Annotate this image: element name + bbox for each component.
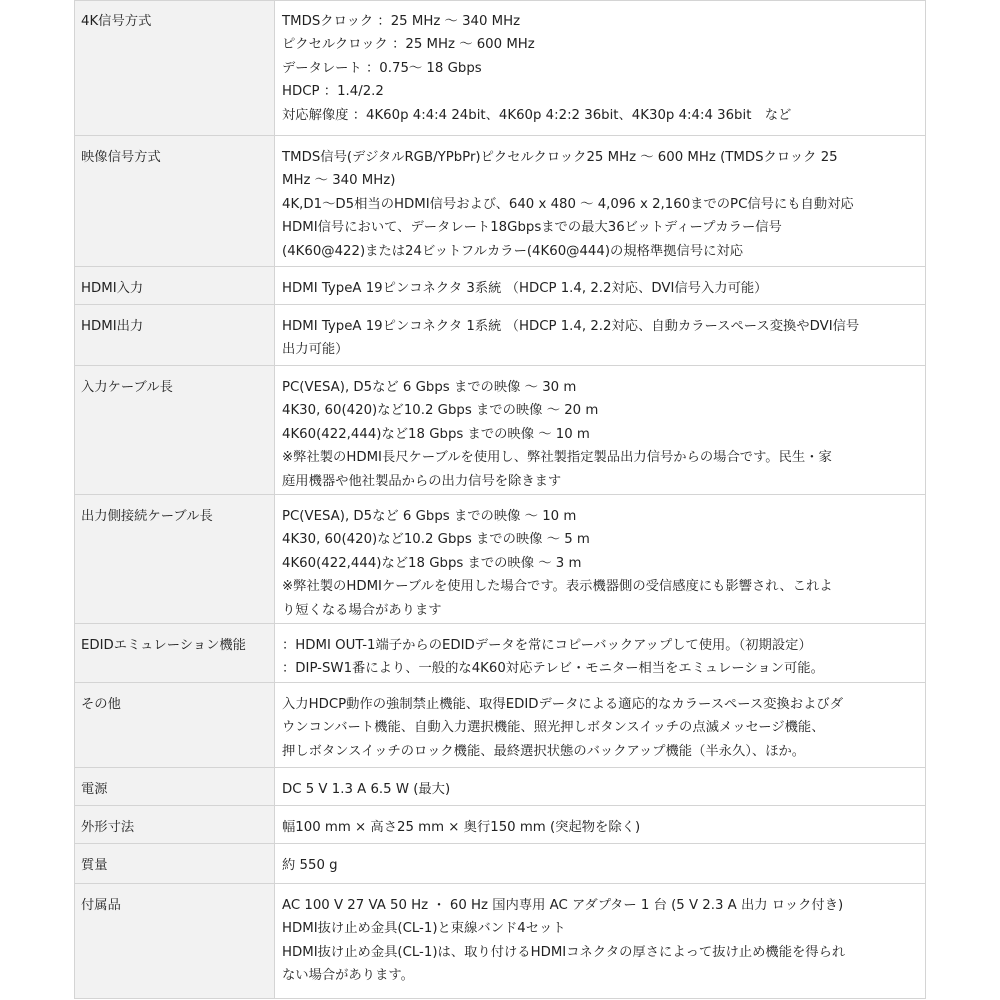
spec-row-edid-emulation (75, 624, 926, 683)
spec-line: (4K60@422)または24ビットフルカラー(4K60@444)の規格準拠信号に対応 (282, 243, 743, 259)
spec-value (275, 136, 926, 267)
spec-line: ※弊社製のHDMIケーブルを使用した場合です。表示機器側の受信感度にも影響され、これよ (282, 579, 833, 595)
spec-line: ない場合があります。 (282, 968, 414, 984)
spec-row-input-cable-length (75, 366, 926, 495)
spec-value (275, 495, 926, 624)
spec-value (275, 844, 926, 884)
spec-line: ：DIP-SW1番により、一般的な4K60対応テレビ・モニター相当をエミュレーション可能。 (282, 661, 824, 677)
spec-line: ※弊社製のHDMI長尺ケーブルを使用し、弊社製指定製品出力信号からの場合です。民生・家 (282, 450, 832, 466)
spec-label: 4K信号方式 (75, 1, 275, 136)
spec-row-other (75, 683, 926, 768)
spec-line: PC(VESA), D5など 6 Gbps までの映像 ～ 30 m (282, 380, 577, 395)
spec-line: 4K60(422,444)など18 Gbps までの映像 ～ 3 m (282, 555, 582, 571)
spec-line: HDMI TypeA 19ピンコネクタ 1系統 （HDCP 1.4, 2.2対応、自動カラースペース変換やDVI信号 (282, 319, 860, 334)
spec-value (275, 768, 926, 806)
spec-line: PC(VESA), D5など 6 Gbps までの映像 ～ 10 m (282, 509, 577, 524)
spec-row-dimensions (75, 806, 926, 844)
spec-value (275, 366, 926, 495)
spec-line: 約 550 g (282, 858, 338, 873)
spec-label: 付属品 (75, 884, 275, 999)
spec-value (275, 683, 926, 768)
spec-line: 4K30, 60(420)など10.2 Gbps までの映像 ～ 20 m (282, 403, 599, 419)
spec-line: 幅100 mm × 高さ25 mm × 奥行150 mm (突起物を除く) (282, 820, 641, 835)
spec-value (275, 624, 926, 683)
spec-label: HDMI入力 (75, 267, 275, 305)
spec-row-accessories (75, 884, 926, 999)
spec-line: 入力HDCP動作の強制禁止機能、取得EDIDデータによる適応的なカラースペース変換およびダ (282, 697, 843, 712)
spec-line: データレート ：0.75～ 18 Gbps (282, 60, 482, 76)
spec-label: 出力側接続ケーブル長 (75, 495, 275, 624)
spec-label: 質量 (75, 844, 275, 884)
spec-line: AC 100 V 27 VA 50 Hz ・ 60 Hz 国内専用 AC アダプター 1 台 (5 V 2.3 A 出力 ロック付き) (282, 898, 844, 913)
spec-row-weight (75, 844, 926, 884)
spec-line: 4K30, 60(420)など10.2 Gbps までの映像 ～ 5 m (282, 532, 590, 548)
spec-label: 電源 (75, 768, 275, 806)
spec-row-video-signal (75, 136, 926, 267)
spec-line: HDCP ：1.4/2.2 (282, 84, 384, 100)
spec-label: 外形寸法 (75, 806, 275, 844)
spec-table (74, 0, 926, 999)
spec-line: MHz ～ 340 MHz) (282, 173, 396, 189)
spec-row-output-cable-length (75, 495, 926, 624)
spec-line: TMDS信号(デジタルRGB/YPbPr)ピクセルクロック25 MHz ～ 600 MHz (TMDSクロック 25 (282, 150, 838, 165)
spec-line: 押しボタンスイッチのロック機能、最終選択状態のバックアップ機能（半永久）、ほか。 (282, 743, 806, 759)
spec-label: HDMI出力 (75, 305, 275, 366)
spec-line: 対応解像度 ：4K60p 4:4:4 24bit、4K60p 4:2:2 36bit、4K30p 4:4:4 36bit など (282, 107, 792, 123)
spec-value (275, 806, 926, 844)
spec-value (275, 884, 926, 999)
spec-label: 入力ケーブル長 (75, 366, 275, 495)
spec-line: 庭用機器や他社製品からの出力信号を除きます (282, 473, 562, 489)
spec-value (275, 1, 926, 136)
spec-label: EDIDエミュレーション機能 (75, 624, 275, 683)
spec-line: HDMI抜け止め金具(CL-1)と束線バンド4セット (282, 921, 566, 937)
spec-line: HDMI TypeA 19ピンコネクタ 3系統 （HDCP 1.4, 2.2対応、DVI信号入力可能） (282, 281, 768, 296)
spec-line: ピクセルクロック ：25 MHz ～ 600 MHz (282, 37, 535, 53)
spec-row-power (75, 768, 926, 806)
spec-line: 4K,D1～D5相当のHDMI信号および、640 x 480 ～ 4,096 x 2,160までのPC信号にも自動対応 (282, 196, 854, 212)
spec-value (275, 305, 926, 366)
spec-line: 4K60(422,444)など18 Gbps までの映像 ～ 10 m (282, 426, 590, 442)
spec-line: TMDSクロック ：25 MHz ～ 340 MHz (282, 14, 521, 29)
spec-line: HDMI抜け止め金具(CL-1)は、取り付けるHDMIコネクタの厚さによって抜け止め機能を得られ (282, 944, 846, 960)
spec-label: その他 (75, 683, 275, 768)
spec-line: り短くなる場合があります (282, 602, 442, 618)
spec-row-hdmi-input (75, 267, 926, 305)
spec-line: ウンコンバート機能、自動入力選択機能、照光押しボタンスイッチの点滅メッセージ機能、 (282, 720, 825, 736)
spec-row-4k-signal (75, 1, 926, 136)
spec-row-hdmi-output (75, 305, 926, 366)
spec-label: 映像信号方式 (75, 136, 275, 267)
spec-line: HDMI信号において、データレート18Gbpsまでの最大36ビットディープカラー信号 (282, 220, 782, 236)
spec-line: DC 5 V 1.3 A 6.5 W (最大) (282, 782, 451, 797)
spec-line: 出力可能） (282, 342, 349, 358)
spec-value (275, 267, 926, 305)
spec-line: ：HDMI OUT-1端子からのEDIDデータを常にコピーバックアップして使用。（初期設定） (282, 638, 812, 653)
